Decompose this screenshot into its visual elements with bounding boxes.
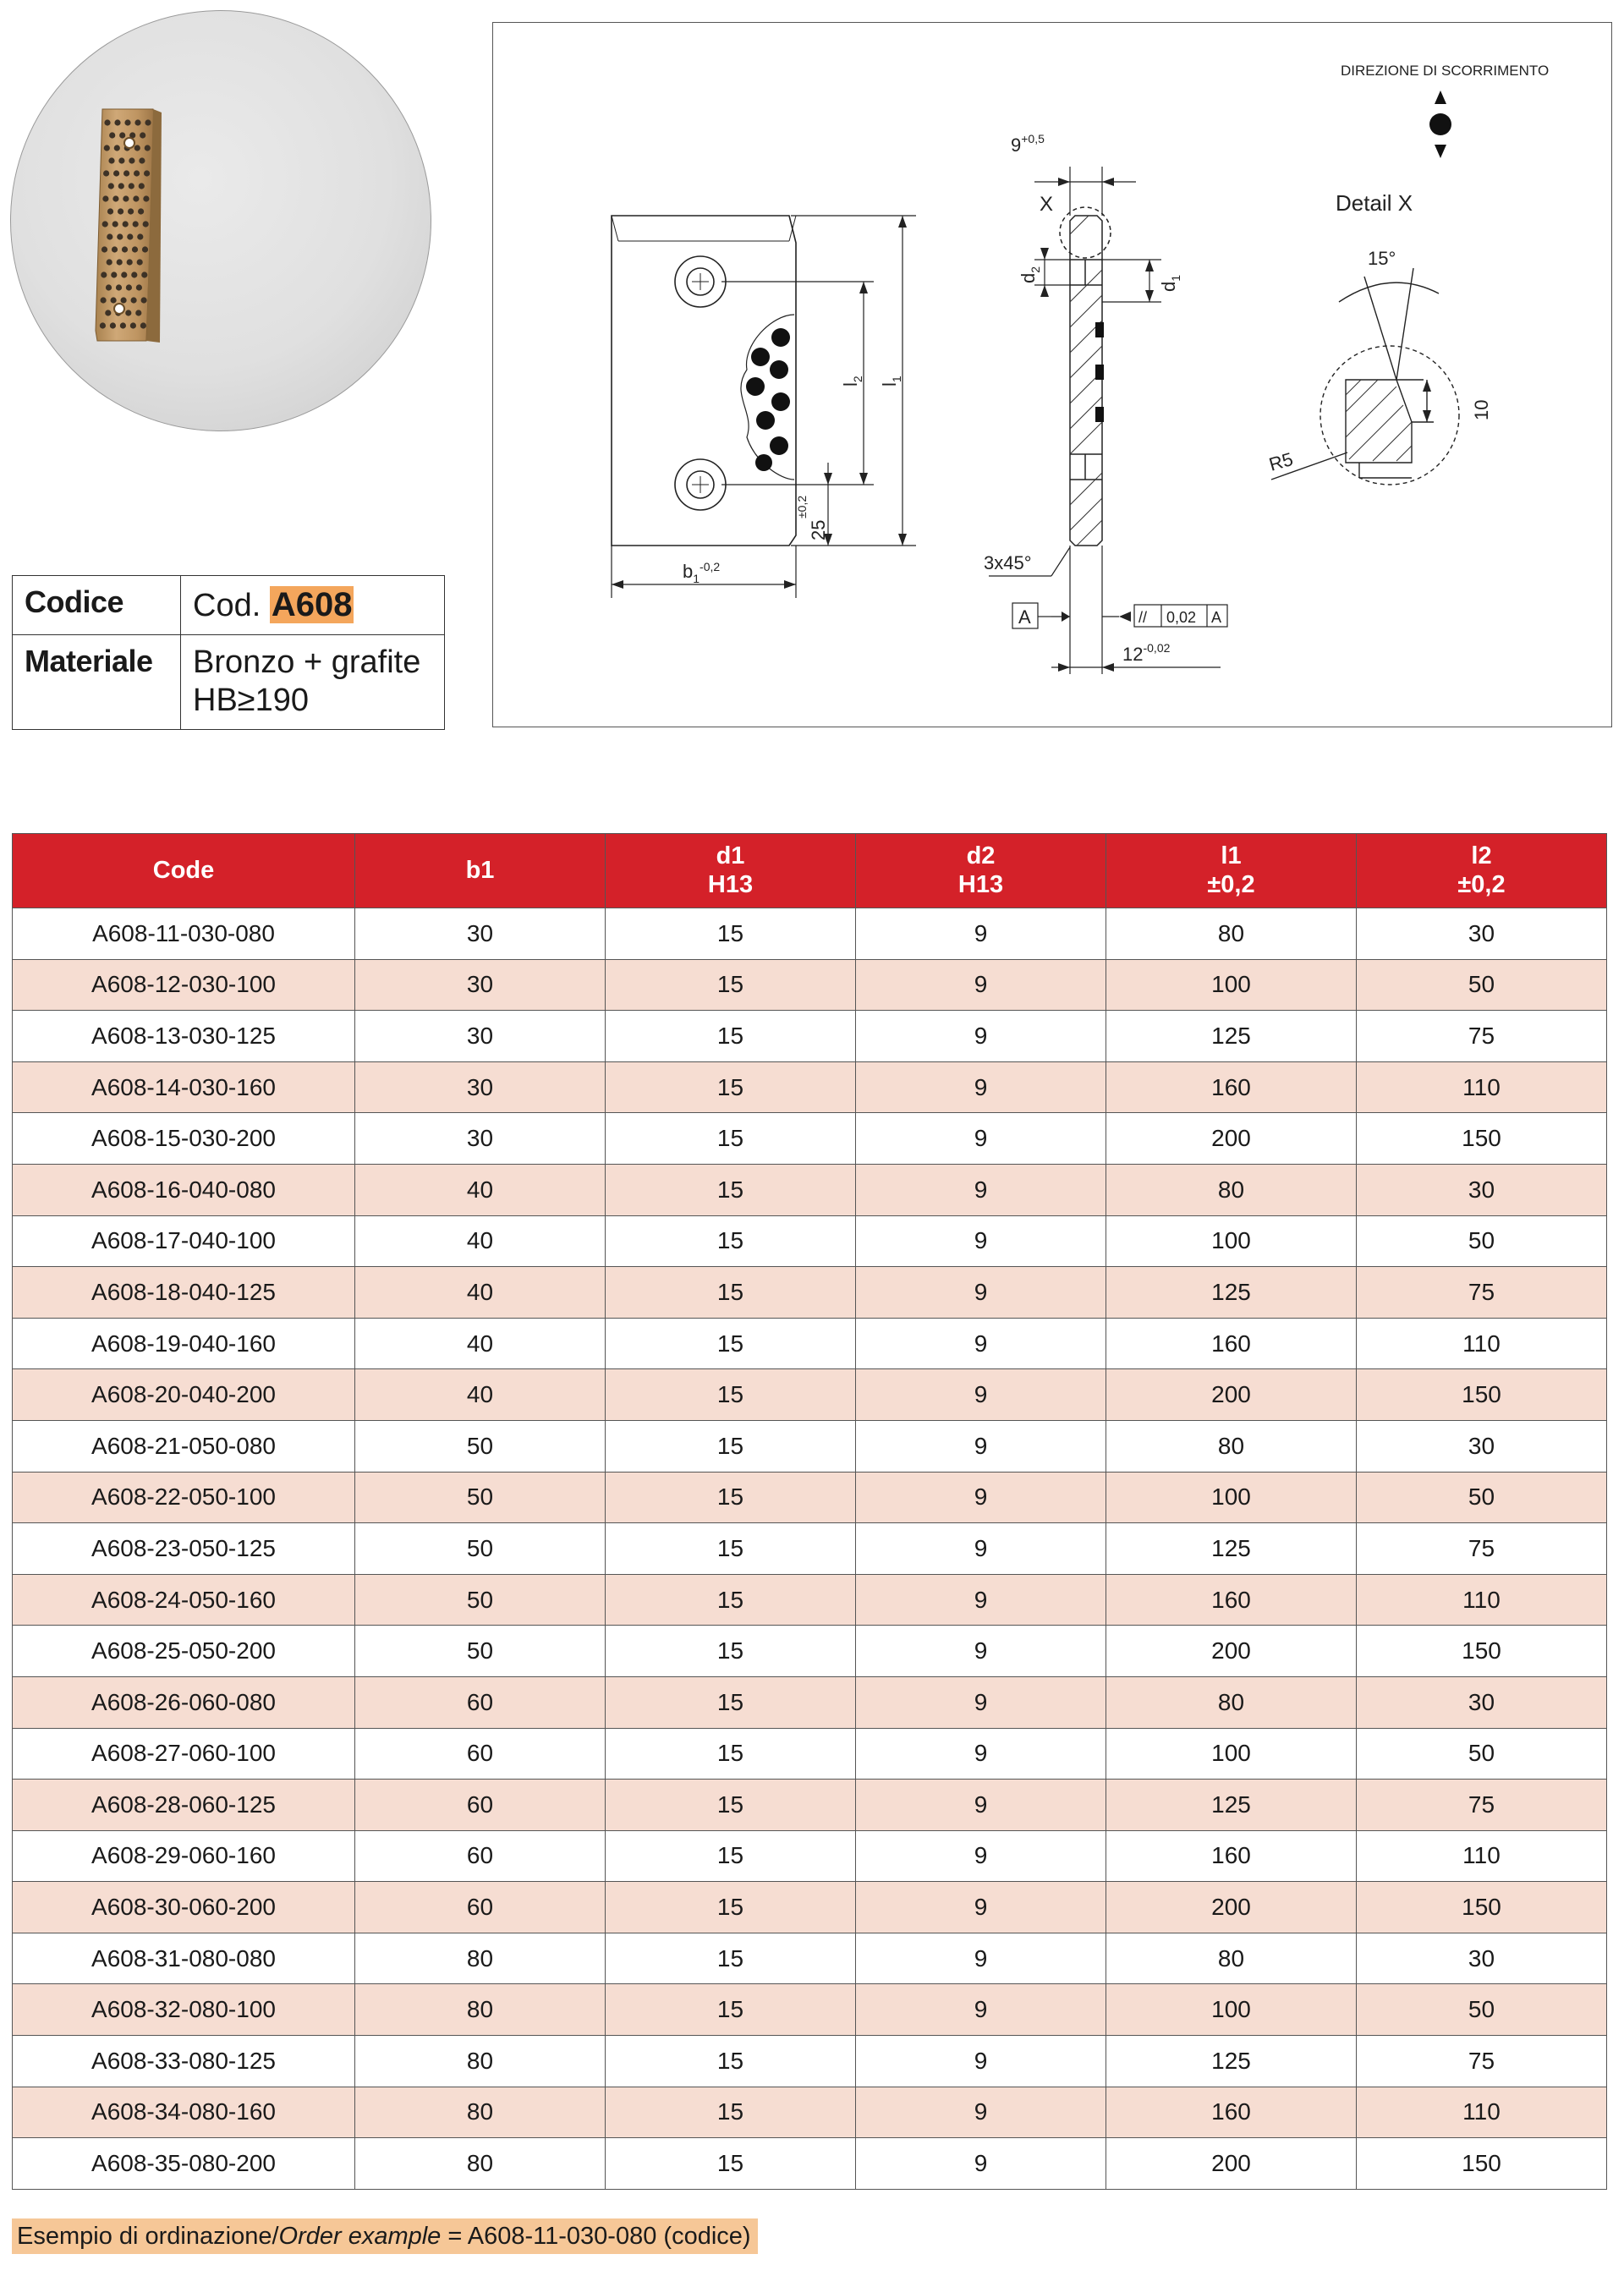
table-cell: 125 <box>1106 1267 1357 1319</box>
bronze-plate-image <box>11 11 431 431</box>
table-cell: 9 <box>856 1011 1106 1062</box>
order-prefix: Esempio di ordinazione/ <box>17 2223 279 2250</box>
codice-label: Codice <box>13 576 181 635</box>
table-cell: 9 <box>856 1523 1106 1575</box>
table-cell: 15 <box>606 1830 856 1882</box>
table-cell: 9 <box>856 1882 1106 1933</box>
table-cell: 15 <box>606 1676 856 1728</box>
table-row <box>13 1574 1607 1626</box>
datum-a: A <box>1018 606 1031 628</box>
table-cell: A608-35-080-200 <box>13 2138 355 2190</box>
table-cell: A608-16-040-080 <box>13 1164 355 1215</box>
table-cell: 80 <box>355 1933 606 1984</box>
table-cell: 60 <box>355 1676 606 1728</box>
table-cell: 160 <box>1106 1830 1357 1882</box>
header-b1: b1 <box>355 834 606 908</box>
table-row <box>13 2138 1607 2190</box>
table-cell: 75 <box>1357 1011 1607 1062</box>
table-cell: 40 <box>355 1215 606 1267</box>
table-cell: A608-32-080-100 <box>13 1984 355 2036</box>
table-cell: 160 <box>1106 1318 1357 1369</box>
table-row <box>13 1369 1607 1421</box>
table-cell: 15 <box>606 1420 856 1472</box>
header-code: Code <box>13 834 355 908</box>
table-row <box>13 1626 1607 1677</box>
table-cell: 40 <box>355 1267 606 1319</box>
tol-symbol: // <box>1138 609 1148 626</box>
table-cell: 80 <box>1106 908 1357 960</box>
materiale-label: Materiale <box>13 634 181 729</box>
table-cell: 9 <box>856 1369 1106 1421</box>
materiale-value <box>181 634 445 729</box>
table-cell: 15 <box>606 1882 856 1933</box>
dim-b1-label: $b_1^{-0,2}$ <box>683 560 721 585</box>
table-cell: 9 <box>856 959 1106 1011</box>
table-cell: 15 <box>606 1215 856 1267</box>
table-cell: 9 <box>856 1933 1106 1984</box>
table-cell: A608-29-060-160 <box>13 1830 355 1882</box>
table-row <box>13 1420 1607 1472</box>
table-cell: 50 <box>355 1626 606 1677</box>
table-row <box>13 1472 1607 1523</box>
table-cell: 110 <box>1357 1318 1607 1369</box>
table-cell: 60 <box>355 1728 606 1780</box>
table-cell: 160 <box>1106 1574 1357 1626</box>
table-cell: A608-28-060-125 <box>13 1780 355 1831</box>
table-cell: A608-31-080-080 <box>13 1933 355 1984</box>
table-cell: 125 <box>1106 1780 1357 1831</box>
table-cell: 15 <box>606 2087 856 2138</box>
table-cell: 15 <box>606 1780 856 1831</box>
table-cell: A608-26-060-080 <box>13 1676 355 1728</box>
table-cell: 80 <box>1106 1676 1357 1728</box>
dim-l1-label: $l_1$ <box>879 376 903 387</box>
table-cell: 40 <box>355 1164 606 1215</box>
table-row <box>13 2087 1607 2138</box>
table-cell: 15 <box>606 1318 856 1369</box>
table-cell: 50 <box>355 1523 606 1575</box>
table-cell: 15 <box>606 1933 856 1984</box>
table-cell: A608-21-050-080 <box>13 1420 355 1472</box>
table-row <box>13 959 1607 1011</box>
angle-15-label: 15° <box>1368 248 1396 269</box>
header-l2: l2 ±0,2 <box>1357 834 1607 908</box>
dimensions-table <box>12 833 1607 2190</box>
table-cell: 30 <box>355 1113 606 1165</box>
table-cell: 9 <box>856 1061 1106 1113</box>
table-cell: 60 <box>355 1780 606 1831</box>
table-cell: 150 <box>1357 1882 1607 1933</box>
table-cell: A608-13-030-125 <box>13 1011 355 1062</box>
table-cell: A608-12-030-100 <box>13 959 355 1011</box>
table-row <box>13 1318 1607 1369</box>
table-cell: 125 <box>1106 2036 1357 2087</box>
table-cell: 9 <box>856 1676 1106 1728</box>
table-cell: A608-17-040-100 <box>13 1215 355 1267</box>
table-row <box>13 1011 1607 1062</box>
table-cell: A608-22-050-100 <box>13 1472 355 1523</box>
table-cell: 9 <box>856 1318 1106 1369</box>
table-cell: 40 <box>355 1369 606 1421</box>
table-cell: 9 <box>856 1984 1106 2036</box>
table-cell: 200 <box>1106 1626 1357 1677</box>
header-d2: d2 H13 <box>856 834 1106 908</box>
table-cell: 15 <box>606 1113 856 1165</box>
table-cell: 30 <box>355 908 606 960</box>
table-cell: 9 <box>856 1267 1106 1319</box>
table-row <box>13 908 1607 960</box>
table-cell: A608-25-050-200 <box>13 1626 355 1677</box>
header-l1: l1 ±0,2 <box>1106 834 1357 908</box>
table-cell: 100 <box>1106 1215 1357 1267</box>
table-cell: 15 <box>606 959 856 1011</box>
table-cell: 60 <box>355 1882 606 1933</box>
table-cell: A608-23-050-125 <box>13 1523 355 1575</box>
table-cell: 200 <box>1106 1113 1357 1165</box>
table-cell: 15 <box>606 1626 856 1677</box>
table-header-row <box>13 834 1607 908</box>
table-cell: 100 <box>1106 1472 1357 1523</box>
table-cell: 15 <box>606 1523 856 1575</box>
table-cell: 80 <box>1106 1164 1357 1215</box>
table-cell: 75 <box>1357 1523 1607 1575</box>
table-row <box>13 1676 1607 1728</box>
product-photo <box>10 10 431 431</box>
table-cell: 15 <box>606 2036 856 2087</box>
table-cell: 9 <box>856 2087 1106 2138</box>
radius-r5-label: R5 <box>1266 448 1296 475</box>
table-cell: A608-15-030-200 <box>13 1113 355 1165</box>
table-cell: 110 <box>1357 2087 1607 2138</box>
table-cell: 50 <box>1357 1984 1607 2036</box>
table-cell: 160 <box>1106 1061 1357 1113</box>
order-italic: Order example <box>278 2223 442 2250</box>
table-cell: 80 <box>355 2138 606 2190</box>
direction-arrow-icon <box>1429 90 1451 158</box>
drawing-canvas <box>493 23 1613 728</box>
detail-x-view <box>1271 268 1459 485</box>
dim-10-label: 10 <box>1471 399 1492 420</box>
table-cell: A608-11-030-080 <box>13 908 355 960</box>
table-row <box>13 1780 1607 1831</box>
table-cell: 9 <box>856 1420 1106 1472</box>
table-cell: 15 <box>606 1984 856 2036</box>
table-row <box>13 2036 1607 2087</box>
table-cell: 160 <box>1106 2087 1357 2138</box>
table-cell: 15 <box>606 1061 856 1113</box>
product-info-table <box>12 575 445 730</box>
table-cell: 50 <box>355 1472 606 1523</box>
table-cell: 30 <box>355 959 606 1011</box>
table-cell: 30 <box>1357 1164 1607 1215</box>
dim-d2-label: $d_2$ <box>1018 266 1042 283</box>
table-row <box>13 1882 1607 1933</box>
table-row <box>13 1113 1607 1165</box>
table-cell: 150 <box>1357 1113 1607 1165</box>
table-cell: 30 <box>1357 1933 1607 1984</box>
table-cell: 80 <box>1106 1933 1357 1984</box>
table-cell: 9 <box>856 1164 1106 1215</box>
dim-l2-label: $l_2$ <box>840 376 864 387</box>
table-row <box>13 1984 1607 2036</box>
table-cell: 15 <box>606 908 856 960</box>
codice-prefix: Cod. <box>193 588 261 623</box>
order-example <box>12 2218 758 2254</box>
table-cell: A608-27-060-100 <box>13 1728 355 1780</box>
table-cell: 15 <box>606 2138 856 2190</box>
table-cell: 50 <box>1357 1472 1607 1523</box>
table-cell: 200 <box>1106 2138 1357 2190</box>
table-cell: A608-14-030-160 <box>13 1061 355 1113</box>
table-cell: 9 <box>856 1472 1106 1523</box>
table-cell: 75 <box>1357 2036 1607 2087</box>
table-cell: 80 <box>355 1984 606 2036</box>
codice-value <box>181 576 445 635</box>
table-row <box>13 1933 1607 1984</box>
dim-12-label: $12^{-0,02}$ <box>1122 641 1171 665</box>
detail-x-label: Detail X <box>1336 190 1413 216</box>
table-row <box>13 1061 1607 1113</box>
side-plugs <box>1095 322 1104 422</box>
materiale-line2: HB≥190 <box>193 683 310 719</box>
table-row <box>13 1267 1607 1319</box>
table-cell: 30 <box>355 1061 606 1113</box>
table-cell: 9 <box>856 1215 1106 1267</box>
dim-25-label: 25 <box>808 519 829 540</box>
table-cell: 15 <box>606 1472 856 1523</box>
table-cell: A608-18-040-125 <box>13 1267 355 1319</box>
order-suffix: = A608-11-030-080 (codice) <box>441 2223 751 2250</box>
table-cell: A608-24-050-160 <box>13 1574 355 1626</box>
tol-value: 0,02 <box>1166 609 1197 626</box>
table-row <box>13 1830 1607 1882</box>
table-cell: 9 <box>856 1830 1106 1882</box>
table-cell: 50 <box>355 1574 606 1626</box>
table-cell: 30 <box>1357 1676 1607 1728</box>
table-cell: 9 <box>856 2036 1106 2087</box>
table-cell: 100 <box>1106 959 1357 1011</box>
table-cell: 125 <box>1106 1523 1357 1575</box>
table-cell: 100 <box>1106 1984 1357 2036</box>
chamfer-label: 3x45° <box>984 552 1032 573</box>
codice-highlight: A608 <box>271 586 353 623</box>
table-row <box>13 1523 1607 1575</box>
table-cell: 9 <box>856 908 1106 960</box>
dim-25-tol: ±0,2 <box>795 495 809 518</box>
table-cell: 9 <box>856 1626 1106 1677</box>
table-row <box>13 1728 1607 1780</box>
table-cell: 150 <box>1357 1626 1607 1677</box>
dim-d1-label: $d_1$ <box>1158 274 1182 292</box>
detail-hatching <box>1346 380 1412 461</box>
table-cell: A608-20-040-200 <box>13 1369 355 1421</box>
table-cell: 9 <box>856 1113 1106 1165</box>
table-cell: 80 <box>1106 1420 1357 1472</box>
table-cell: 100 <box>1106 1728 1357 1780</box>
table-cell: 50 <box>1357 959 1607 1011</box>
table-cell: 9 <box>856 2138 1106 2190</box>
table-cell: 80 <box>355 2087 606 2138</box>
table-cell: 200 <box>1106 1882 1357 1933</box>
table-cell: 200 <box>1106 1369 1357 1421</box>
table-cell: A608-19-040-160 <box>13 1318 355 1369</box>
table-cell: A608-30-060-200 <box>13 1882 355 1933</box>
dim-9-label: $9^{+0,5}$ <box>1011 132 1045 156</box>
tol-ref: A <box>1211 609 1222 626</box>
table-row <box>13 1164 1607 1215</box>
table-cell: 15 <box>606 1267 856 1319</box>
table-cell: 60 <box>355 1830 606 1882</box>
table-cell: 15 <box>606 1164 856 1215</box>
table-cell: 50 <box>1357 1728 1607 1780</box>
table-cell: 15 <box>606 1574 856 1626</box>
header-d1: d1 H13 <box>606 834 856 908</box>
table-cell: 75 <box>1357 1267 1607 1319</box>
table-cell: 110 <box>1357 1061 1607 1113</box>
direction-label: DIREZIONE DI SCORRIMENTO <box>1341 63 1550 79</box>
table-body <box>13 908 1607 2190</box>
materiale-line1: Bronzo + grafite <box>193 644 421 680</box>
table-cell: 80 <box>355 2036 606 2087</box>
table-cell: 150 <box>1357 1369 1607 1421</box>
table-cell: 40 <box>355 1318 606 1369</box>
table-cell: 30 <box>1357 1420 1607 1472</box>
table-cell: 110 <box>1357 1574 1607 1626</box>
table-cell: 9 <box>856 1728 1106 1780</box>
table-cell: 75 <box>1357 1780 1607 1831</box>
front-arrowheads <box>612 216 907 589</box>
table-cell: 15 <box>606 1728 856 1780</box>
table-cell: 125 <box>1106 1011 1357 1062</box>
table-cell: 9 <box>856 1574 1106 1626</box>
table-cell: A608-34-080-160 <box>13 2087 355 2138</box>
table-cell: 110 <box>1357 1830 1607 1882</box>
table-row <box>13 1215 1607 1267</box>
table-cell: A608-33-080-125 <box>13 2036 355 2087</box>
front-view <box>612 216 796 546</box>
table-cell: 50 <box>355 1420 606 1472</box>
x-marker: X <box>1040 193 1054 216</box>
table-cell: 9 <box>856 1780 1106 1831</box>
table-cell: 150 <box>1357 2138 1607 2190</box>
plate-outline <box>612 216 796 546</box>
table-cell: 15 <box>606 1011 856 1062</box>
table-cell: 30 <box>1357 908 1607 960</box>
technical-drawing <box>492 22 1612 727</box>
front-dimensions <box>612 216 916 598</box>
table-cell: 30 <box>355 1011 606 1062</box>
table-cell: 15 <box>606 1369 856 1421</box>
table-cell: 50 <box>1357 1215 1607 1267</box>
